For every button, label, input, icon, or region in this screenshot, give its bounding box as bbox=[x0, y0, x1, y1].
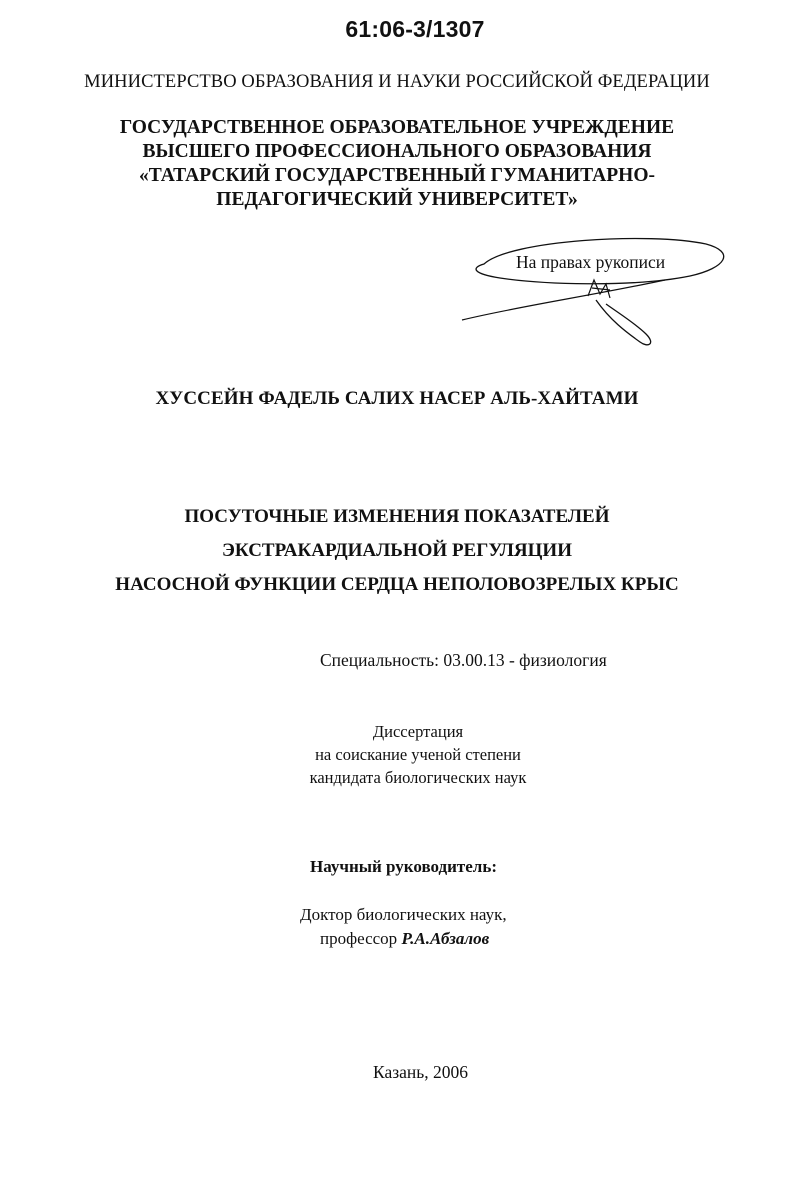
institution-line: ВЫСШЕГО ПРОФЕССИОНАЛЬНОГО ОБРАЗОВАНИЯ bbox=[142, 141, 652, 162]
rights-note: На правах рукописи bbox=[516, 252, 666, 272]
signature-loop-stroke bbox=[596, 300, 651, 345]
title-line: НАСОСНОЙ ФУНКЦИИ СЕРДЦА НЕПОЛОВОЗРЕЛЫХ КРЫС bbox=[115, 574, 679, 595]
ministry-name: МИНИСТЕРСТВО ОБРАЗОВАНИЯ И НАУКИ РОССИЙСКОЙ ФЕДЕРАЦИИ bbox=[84, 72, 710, 92]
supervisor-name: Р.А.Абзалов bbox=[401, 929, 490, 948]
supervisor-heading: Научный руководитель: bbox=[310, 857, 497, 876]
signature-underline-stroke bbox=[462, 280, 665, 320]
supervisor-position: профессор bbox=[320, 929, 398, 948]
city-year: Казань, 2006 bbox=[373, 1062, 468, 1082]
degree-line: на соискание ученой степени bbox=[315, 745, 521, 764]
supervisor-degree: Доктор биологических наук, bbox=[300, 905, 507, 924]
degree-line: кандидата биологических наук bbox=[309, 768, 527, 787]
degree-statement bbox=[298, 720, 538, 789]
institution-line: ГОСУДАРСТВЕННОЕ ОБРАЗОВАТЕЛЬНОЕ УЧРЕЖДЕНИЕ bbox=[119, 117, 675, 138]
supervisor-block bbox=[300, 903, 507, 951]
title-line: ЭКСТРАКАРДИАЛЬНОЙ РЕГУЛЯЦИИ bbox=[222, 540, 572, 561]
archive-code: 61:06-3/1307 bbox=[345, 16, 485, 42]
dissertation-title bbox=[0, 500, 794, 602]
specialty: Специальность: 03.00.13 - физиология bbox=[320, 650, 607, 670]
supervisor-line bbox=[300, 927, 507, 951]
institution-line: ПЕДАГОГИЧЕСКИЙ УНИВЕРСИТЕТ» bbox=[216, 189, 578, 210]
title-line: ПОСУТОЧНЫЕ ИЗМЕНЕНИЯ ПОКАЗАТЕЛЕЙ bbox=[184, 506, 610, 527]
handwritten-signature bbox=[450, 228, 750, 358]
author-name: ХУССЕЙН ФАДЕЛЬ САЛИХ НАСЕР АЛЬ-ХАЙТАМИ bbox=[155, 388, 639, 409]
institution-line: «ТАТАРСКИЙ ГОСУДАРСТВЕННЫЙ ГУМАНИТАРНО- bbox=[138, 165, 656, 186]
signature-mark-stroke bbox=[588, 280, 610, 298]
institution-name bbox=[0, 116, 794, 212]
degree-line: Диссертация bbox=[372, 722, 464, 741]
